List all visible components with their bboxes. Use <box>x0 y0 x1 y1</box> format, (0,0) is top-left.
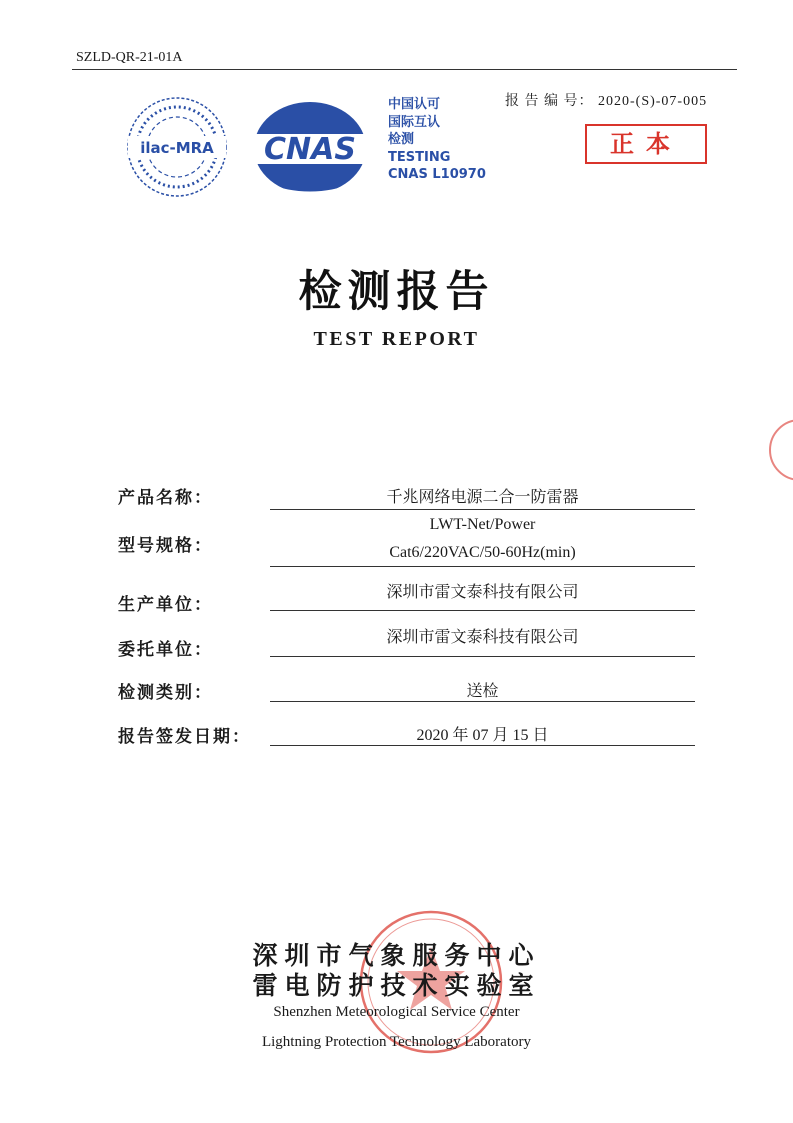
cnas-accreditation-text <box>388 96 486 184</box>
cnas-logo-text: CNAS <box>264 132 356 167</box>
header-divider <box>72 69 737 70</box>
ilac-mra-logo <box>124 94 230 200</box>
test-type-label: 检测类别： <box>118 683 213 703</box>
manufacturer-underline <box>270 610 695 611</box>
client-underline <box>270 656 695 657</box>
product-name-underline <box>270 509 695 510</box>
cnas-line: TESTING <box>388 149 451 165</box>
issue-date-underline <box>270 745 695 746</box>
report-number <box>505 90 707 110</box>
product-name-label: 产品名称： <box>118 488 213 508</box>
manufacturer-value: 深圳市雷文泰科技有限公司 <box>386 584 579 601</box>
lab-name-cn-line2: 雷电防护技术实验室 <box>252 971 541 1000</box>
ilac-logo-text: ilac-MRA <box>140 139 214 157</box>
original-stamp: 正本 <box>585 124 707 164</box>
lab-name-en-line1: Shenzhen Meteorological Service Center <box>273 1004 520 1020</box>
client-value: 深圳市雷文泰科技有限公司 <box>386 629 579 646</box>
model-value-line2: Cat6/220VAC/50-60Hz(min) <box>389 544 576 561</box>
cnas-line: CNAS L10970 <box>388 167 486 182</box>
issue-date-value: 2020 年 07 月 15 日 <box>416 727 549 744</box>
edge-stamp-fragment <box>760 410 793 490</box>
model-value-line1: LWT-Net/Power <box>429 516 536 533</box>
cnas-logo <box>250 98 370 198</box>
cnas-line: 检测 <box>388 132 415 147</box>
issue-date-label: 报告签发日期： <box>118 727 251 747</box>
lab-name-cn-line1: 深圳市气象服务中心 <box>252 941 541 970</box>
cnas-line: 国际互认 <box>388 114 441 130</box>
model-underline <box>270 566 695 567</box>
report-number-label: 报 告 编 号： <box>505 94 594 109</box>
client-label: 委托单位： <box>118 640 213 660</box>
cnas-line: 中国认可 <box>388 97 441 112</box>
model-label: 型号规格： <box>118 536 213 556</box>
report-number-value: 2020-(S)-07-005 <box>598 94 708 109</box>
product-name-value: 千兆网络电源二合一防雷器 <box>386 489 579 506</box>
test-type-underline <box>270 701 695 702</box>
test-type-value: 送检 <box>466 683 499 700</box>
lab-name-en-line2: Lightning Protection Technology Laboratory <box>261 1034 532 1050</box>
report-title-cn: 检测报告 <box>298 267 495 317</box>
document-code: SZLD-QR-21-01A <box>76 50 183 65</box>
report-title-en: TEST REPORT <box>313 328 480 350</box>
manufacturer-label: 生产单位： <box>118 595 213 615</box>
